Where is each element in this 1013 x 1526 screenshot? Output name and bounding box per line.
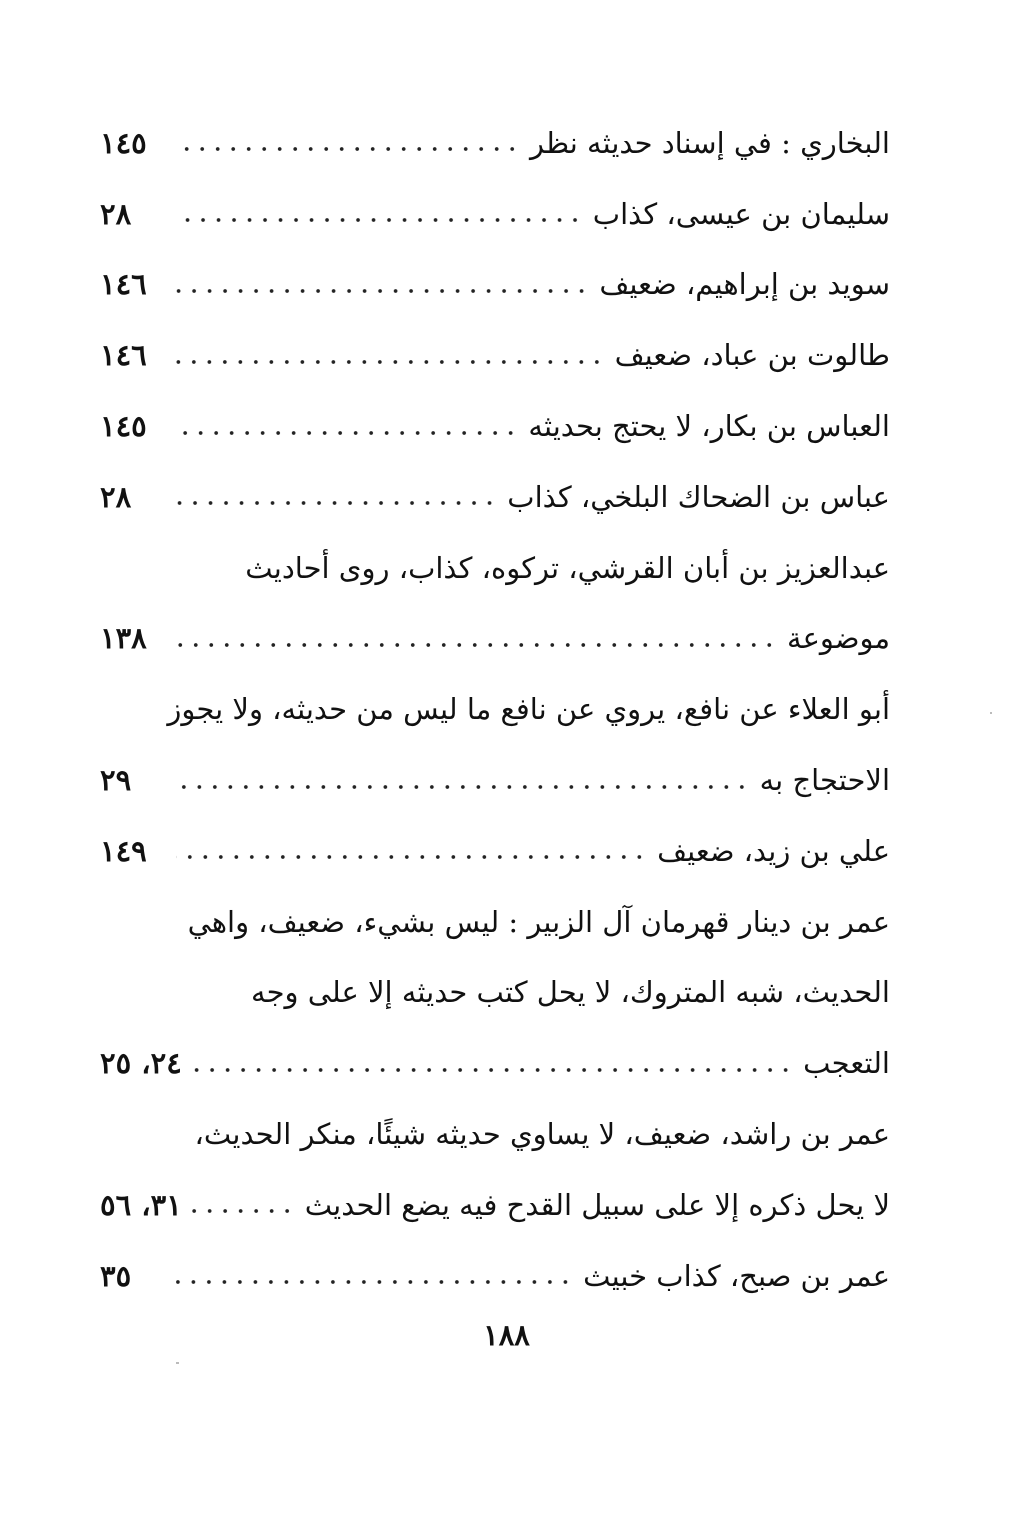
entry-text: التعجب xyxy=(803,1046,890,1081)
entry-page: ١٣٨ xyxy=(100,621,147,656)
leader-dots xyxy=(176,853,647,861)
leader-dots xyxy=(176,145,520,153)
index-entry xyxy=(100,250,890,321)
index-entry xyxy=(100,320,890,391)
entry-text: الحديث، شبه المتروك، لا يحل كتب حديثه إلا على وجه xyxy=(251,975,890,1010)
leader-dots xyxy=(176,783,750,791)
scan-speck xyxy=(990,712,992,714)
entry-text: أبو العلاء عن نافع، يروي عن نافع ما ليس من حديثه، ولا يجوز xyxy=(167,692,890,727)
page-number: ١٨٨ xyxy=(483,1318,530,1352)
leader-dots xyxy=(176,499,497,507)
entry-text: سليمان بن عيسى، كذاب xyxy=(592,196,890,231)
entry-page: ١٤٦ xyxy=(100,267,147,302)
leader-dots xyxy=(176,216,583,224)
entry-page: ٢٨ xyxy=(100,479,132,514)
entry-page: ١٤٥ xyxy=(100,125,147,160)
entry-text: لا يحل ذكره إلا على سبيل القدح فيه يضع الحديث xyxy=(304,1187,890,1222)
entry-text: علي بن زيد، ضعيف xyxy=(657,833,890,868)
entry-page: ١٤٩ xyxy=(100,833,147,868)
leader-dots xyxy=(176,1278,573,1286)
entry-page: ٢٤، ٢٥ xyxy=(100,1046,182,1081)
entry-page: ١٤٥ xyxy=(100,409,147,444)
entry-text: عمر بن صبح، كذاب خبيث xyxy=(583,1258,890,1293)
leader-dots xyxy=(176,429,518,437)
entry-page: ١٤٦ xyxy=(100,338,147,373)
index-entry xyxy=(100,745,890,816)
entry-text: عمر بن دينار قهرمان آل الزبير : ليس بشيء، ضعيف، واهي xyxy=(187,904,890,939)
entry-page: ٢٨ xyxy=(100,196,132,231)
entry-page: ٢٩ xyxy=(100,763,132,798)
entry-page: ٣٥ xyxy=(100,1258,132,1293)
entry-text: البخاري : في إسناد حديثه نظر xyxy=(529,125,890,160)
leader-dots xyxy=(192,1207,295,1215)
entry-text: الاحتجاج به xyxy=(759,763,890,798)
index-entries xyxy=(100,108,890,1312)
entry-page: ٣١، ٥٦ xyxy=(100,1187,182,1222)
entry-text: عباس بن الضحاك البلخي، كذاب xyxy=(507,479,890,514)
index-entry-continued xyxy=(100,674,890,745)
index-entry xyxy=(100,1028,890,1099)
index-entry-continued xyxy=(100,958,890,1029)
index-entry-continued xyxy=(100,1099,890,1170)
index-entry-continued xyxy=(100,533,890,604)
index-entry-continued xyxy=(100,887,890,958)
leader-dots xyxy=(192,1066,793,1074)
scan-speck xyxy=(176,1362,179,1364)
leader-dots xyxy=(176,287,589,295)
leader-dots xyxy=(176,641,777,649)
index-entry xyxy=(100,1170,890,1241)
entry-text: طالوت بن عباد، ضعيف xyxy=(614,338,890,373)
index-entry xyxy=(100,1241,890,1312)
index-entry xyxy=(100,816,890,887)
entry-text: عمر بن راشد، ضعيف، لا يساوي حديثه شيئًا، منكر الحديث، xyxy=(194,1117,890,1152)
index-entry xyxy=(100,108,890,179)
index-entry xyxy=(100,462,890,533)
index-entry xyxy=(100,391,890,462)
entry-text: سويد بن إبراهيم، ضعيف xyxy=(599,267,890,302)
index-entry xyxy=(100,179,890,250)
leader-dots xyxy=(176,358,605,366)
entry-text: عبدالعزيز بن أبان القرشي، تركوه، كذاب، روى أحاديث xyxy=(245,550,890,585)
index-entry xyxy=(100,604,890,675)
entry-text: موضوعة xyxy=(787,621,890,656)
entry-text: العباس بن بكار، لا يحتج بحديثه xyxy=(528,409,890,444)
